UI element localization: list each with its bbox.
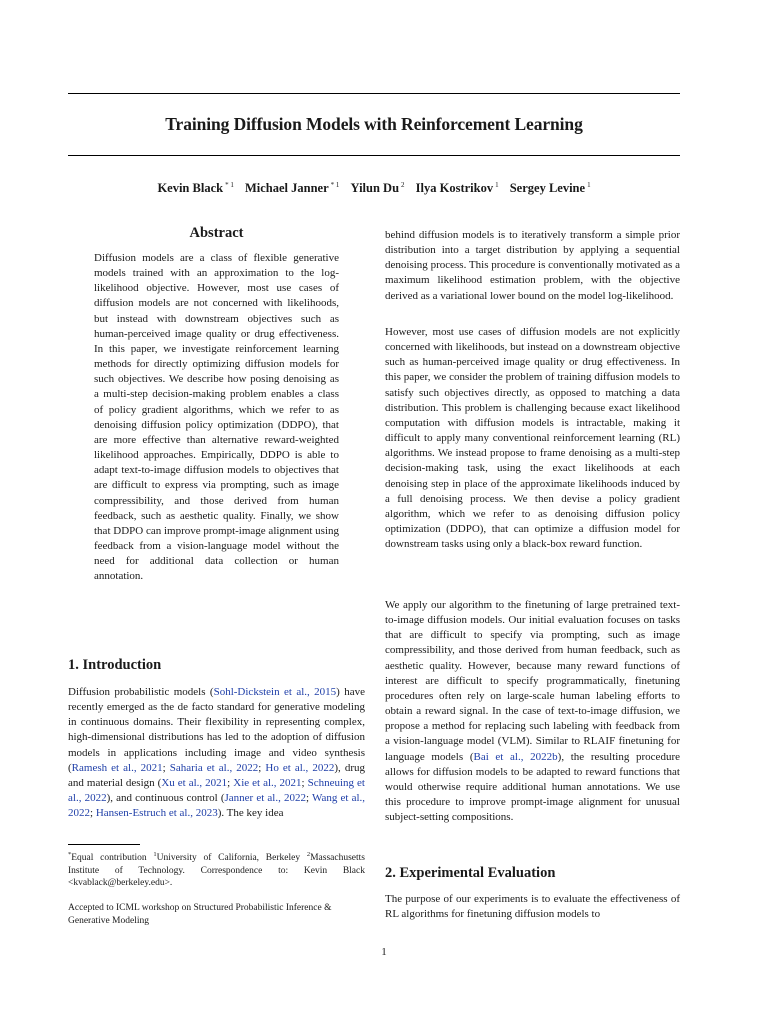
citation-link[interactable]: Ramesh et al., 2021 [71,761,163,774]
intro-paragraph: behind diffusion models is to iteratively transform a simple prior distribution into a target distribution by applying a sequential denoising process. This procedure is conventionally motivated as a maximum likelihood estimation problem, with the objective derived as a variational lower bound on the model log-likelihood. [385,229,680,302]
citation-link[interactable]: Bai et al., 2022b [473,750,558,763]
citation-link[interactable]: Sohl-Dickstein et al., 2015 [213,686,337,698]
footnote-rule [68,844,140,845]
page-number: 1 [381,946,387,958]
citation-link[interactable]: Janner et al., 2022 [224,792,306,805]
abstract-heading: Abstract [189,225,244,241]
footnote: *Equal contribution $^1$University of California, Berkeley $^2$Massachusetts Institute of Technology. Correspondence to: Kevin Black <kvablack@berkeley.edu>. [68,851,365,888]
author: Sergey Levine $^1$ [509,181,591,195]
title-bottom-rule [68,155,680,156]
experimental-paragraph: The purpose of our experiments is to evaluate the effectiveness of RL algorithms for finetuning diffusion models to [385,893,680,921]
author: Kevin Black $^{* 1}$ [157,181,234,195]
citation-link[interactable]: Ho et al., 2022 [265,761,335,774]
author: Yilun Du $^2$ [350,181,405,195]
venue-note: Accepted to ICML workshop on Structured Probabilistic Inference & Generative Modeling [68,903,332,926]
citation-link[interactable]: Xu et al., 2021 [161,776,228,789]
abstract-text: Diffusion models are a class of flexible generative models trained with an approximation to the log-likelihood objective. However, most use cases of diffusion models are not concerned with likelihoods, but instead with downstream objectives such as human-perceived image quality or drug effectiveness. In this paper, we investigate reinforcement learning methods for directly optimizing diffusion models for such objectives. We describe how posing denoising as a multi-step decision-making problem enables a class of policy gradient algorithms, which we refer to as denoising diffusion policy optimization (DDPO), that are more effective than alternative reward-weighted likelihood approaches. Empirically, DDPO is able to adapt text-to-image diffusion models to objectives that are difficult to express via prompting, such as image compressibility, and those derived from human feedback, such as aesthetic quality. Finally, we show that DDPO can improve prompt-image alignment using feedback from a vision-language model without the need for additional data collection or human annotation. [94,252,340,583]
top-rule [68,93,680,94]
intro-paragraph: However, most use cases of diffusion models are not explicitly concerned with likelihoods, but instead on a downstream objective such as human-perceived image quality or drug effectiveness. In this paper, we consider the problem of training diffusion models to satisfy such objectives directly, as opposed to matching a data distribution. This problem is challenging because exact likelihood computation with diffusion models is intractable, making it difficult to apply many conventional reinforcement learning (RL) algorithms. We instead propose to frame denoising as a multi-step decision-making task, using the exact likelihoods at each denoising step in place of the approximate likelihoods induced by a full denoising process. We then devise a policy gradient algorithm, which we refer to as denoising diffusion policy optimization (DDPO), that can optimize a diffusion model for downstream tasks using only a black-box reward function. [385,326,680,551]
citation-link[interactable]: Schneuing et al., 2022 [68,776,365,805]
author: Ilya Kostrikov $^1$ [415,181,499,195]
section-heading-introduction: 1. Introduction [68,657,162,673]
author: Michael Janner $^{* 1}$ [244,181,340,195]
citation-link[interactable]: Hansen-Estruch et al., 2023 [95,807,218,820]
citation-link[interactable]: Xie et al., 2021 [233,776,302,789]
intro-paragraph: Diffusion probabilistic models (Sohl-Dickstein et al., 2015) have recently emerged as the de facto standard for generative modeling in continuous domains. Their flexibility in representing complex, high-dimensional distributions has led to the adoption of diffusion models in applications including image and video synthesis (Ramesh et al., 2021; Saharia et al., 2022; Ho et al., 2022), drug and material design (Xu et al., 2021; Xie et al., 2021; Schneuing et al., 2022), and continuous control (Janner et al., 2022; Wang et al., 2022; Hansen-Estruch et al., 2023). The key idea [68,686,366,820]
intro-paragraph: We apply our algorithm to the finetuning of large pretrained text-to-image diffusion models. Our initial evaluation focuses on tasks that are difficult to specify via prompting, such as image compressibility, and those derived from human feedback, such as aesthetic quality. However, because many reward functions of interest are difficult to specify programmatically, finetuning procedures often rely on large-scale human labeling efforts to obtain a reward signal. In the case of text-to-image diffusion, we propose a method for replacing such labeling with feedback from a vision-language model (VLM). Similar to RLAIF finetuning for language models (Bai et al., 2022b), the resulting procedure allows for diffusion models to be adapted to reward functions that would otherwise require additional human annotations. We use this procedure to improve prompt-image alignment for unusual subject-setting compositions. [385,599,680,824]
citation-link[interactable]: Wang et al., 2022 [68,792,366,820]
paper-title: Training Diffusion Models with Reinforcement Learning [165,114,583,134]
section-heading-experimental-evaluation: 2. Experimental Evaluation [385,865,556,881]
author-list [68,181,680,196]
citation-link[interactable]: Saharia et al., 2022 [169,761,259,774]
